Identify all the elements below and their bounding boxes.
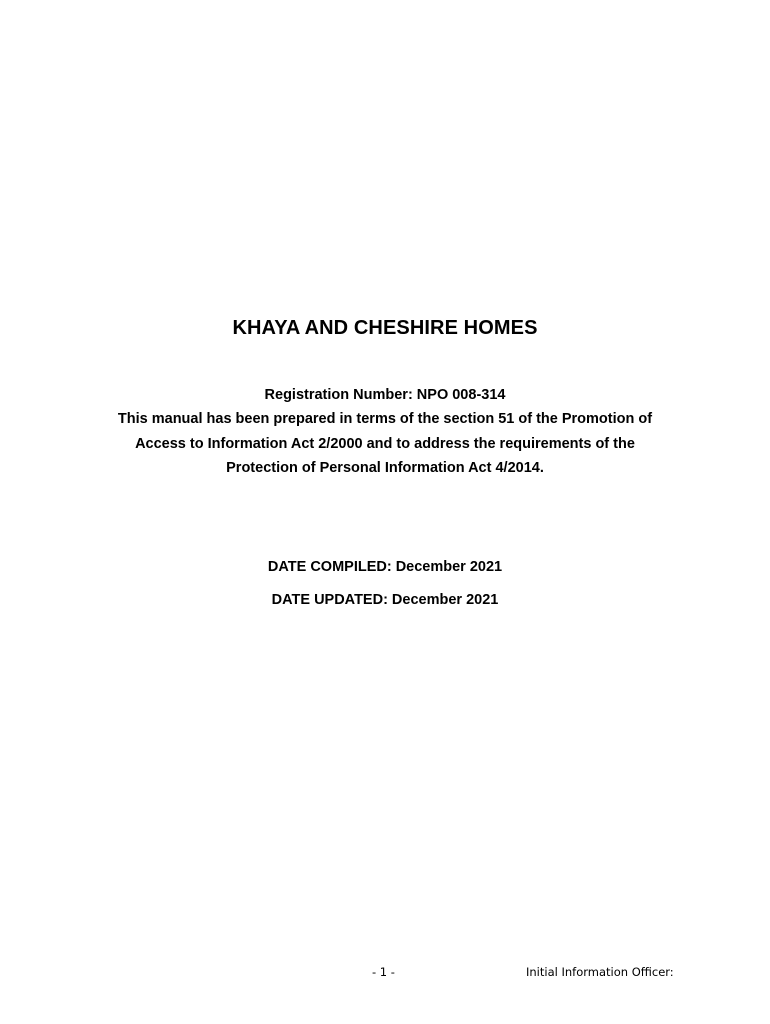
date-updated: DATE UPDATED: December 2021 <box>271 592 499 608</box>
purpose-line-3: Protection of Personal Information Act 4/2014. <box>226 460 544 476</box>
registration-number: Registration Number: NPO 008-314 <box>264 387 506 403</box>
purpose-line-1: This manual has been prepared in terms of the section 51 of the Promotion of <box>117 411 653 427</box>
date-compiled: DATE COMPILED: December 2021 <box>267 559 503 575</box>
purpose-line-2: Access to Information Act 2/2000 and to address the requirements of the <box>135 436 635 452</box>
page-number: - 1 - <box>372 965 395 979</box>
information-officer-label: Initial Information Officer: <box>526 965 674 979</box>
document-title: KHAYA AND CHESHIRE HOMES <box>232 317 538 339</box>
